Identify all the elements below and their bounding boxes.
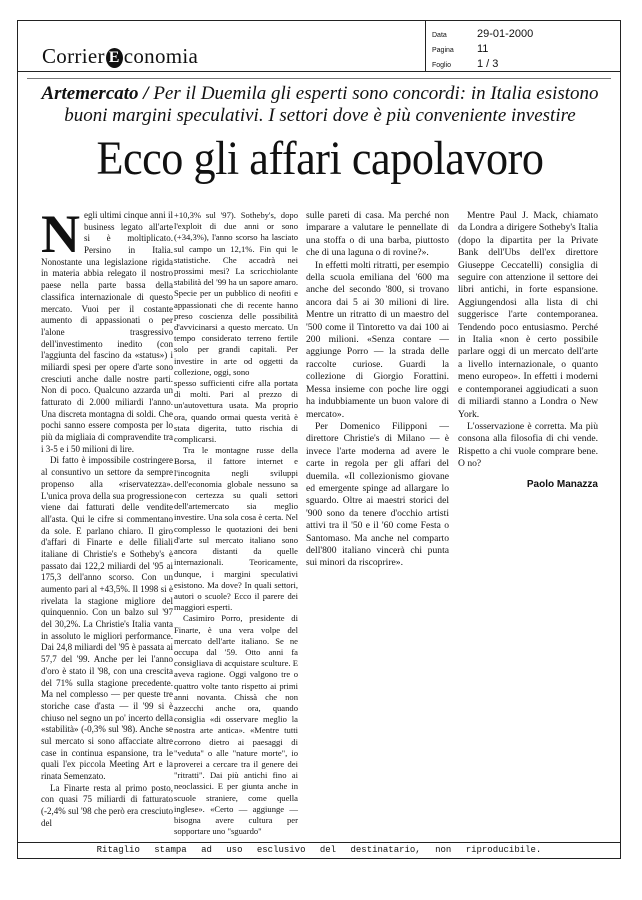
paragraph: Tra le montagne russe della Borsa, il fattore internet e l'incognita negli sviluppi dell'economia globale nessuno sa con certezza su quali settori dell'artemercato sia meglio investire. Una sola cosa è certa. Nel complesso le quotazioni dei beni d'arte sul mercato italiano sono ancora distanti da quelle internazionali. Teoricamente, dunque, i margini speculativi esistono. Ma dove? In quali settori, autori o scuole? Ecco il parere dei maggiori esperti.	[174, 445, 298, 613]
kicker-section: Artemercato /	[41, 83, 149, 104]
article-column-1	[41, 204, 173, 829]
kicker-text: Per il Duemila gli esperti sono concordi: in Italia esistono buoni margini speculativi. I settori dove è più conveniente investire	[64, 83, 599, 126]
pagina-label: Pagina	[432, 47, 454, 54]
paragraph: In effetti molti ritratti, per esempio della scuola emiliana del '600 ma anche del secondo '800, si trovano ancora dai 5 ai 30 milioni di lire. Mentre un ritratto di un maestro del '500 come il Tintoretto va dai 100 ai 200 milioni. «Senza contare — aggiunge Porro — la strada delle raccolte curiose. Guardi la collezione di Giorgio Forattini. Messa insieme con poche lire oggi ha indubbiamente un buon valore di mercato».	[306, 259, 449, 420]
paragraph: Negli ultimi cinque anni il business legato all'arte si è moltiplicato. Persino in Italia. Nonostante una legislazione rigida in materia abbia relegato il nostro paese nella parte bassa della classifica internazionale di questo mercato. Vuoi per il costante aumento di appassionati o per l'alone trasgressivo dell'investimento inedito (con l'aggiunta del fascino da «status») i miliardi spesi per opere d'arte sono cresciuti anche dalle nostre parti. Non di poco. Qualcuno azzarda un fatturato di 2.000 miliardi l'anno. Una discreta montagna di soldi. Che pochi sanno essere composta per lo più da migliaia di compravendite tra i 3-5 e i 50 milioni di lire.	[41, 204, 173, 454]
paragraph: +10,3% sul '97). Sotheby's, dopo l'exploit di due anni or sono (+34,3%), l'anno scorso ha lasciato sul campo un 12,1%. Fin qui le statistiche. Che accadrà nei prossimi mesi? La scricchiolante stabilità del '99 ha un sapore amaro. Specie per un pubblico di neofiti e appassionati che di recente hanno preso coscienza delle possibilità d'avvicinarsi a questo mercato. Un tempo considerato terreno fertile solo per grandi capitali. Per investire in arte od oggetti da collezione, oggi, sono	[174, 210, 298, 377]
reproduction-notice: Ritaglio stampa ad uso esclusivo del destinatario, non riproducibile.	[17, 843, 621, 859]
data-label: Data	[432, 32, 447, 39]
paragraph: sulle pareti di casa. Ma perché non imparare a valutare le pennellate di una stoffa o di una barba, piuttosto che di una laguna o di rovine?».	[306, 210, 449, 259]
top-rule	[27, 78, 611, 79]
foglio-value: 1 / 3	[477, 58, 499, 70]
paragraph: Casimiro Porro, presidente di Finarte, è una vera volpe del mercato dell'arte italiano. Se ne occupa dal '59. Otto anni fa consigliava di acquistare sculture. E aveva ragione. Oggi valgono tre o quattro volte tanto rispetto ai primi anni novanta. Chissà che non azzecchi anche ora, quando consiglia «di osservare meglio la nostra arte antica». «Mentre tutti corrono dietro ai paesaggi di "veduta" o alle "nature morte", io proverei a cercare tra il genere dei "ritratti". Dai più antichi fino ai neoclassici. E per giunta anche in scuole straniere, come quella inglese». «Certo — aggiunge — bisogna avere cultura per sopportare uno "sguardo"	[174, 613, 298, 837]
paragraph: Mentre Paul J. Mack, chiamato da Londra a dirigere Sotheby's Italia (dopo la dipartita per la Private Bank dell'Ubs dell'ex direttore Giuseppe Ceccatelli) consiglia di seguire con attenzione il settore dei libri antichi, in forte espansione. Aggiungendosi alla lista di chi suggerisce l'arte contemporanea. Tendendo poco entusiasmo. Perché in Italia «non è certo possibile parlare oggi di un mercato dell'arte a livello internazionale, o quanto meno europeo». In effetti i moderni e contemporanei aggiudicati a suon di miliardi stanno a Londra o New York.	[458, 210, 598, 420]
clipping-meta	[425, 20, 621, 72]
article-column-2	[174, 210, 298, 837]
article-column-3	[306, 210, 449, 570]
paragraph: spesso sufficienti cifre alla portata di molti. Pari al prezzo di un'autovettura usata. Ma proprio ora, quando ormai questa verità è stata digerita, tutto rischia di complicarsi.	[174, 378, 298, 445]
article-headline: Ecco gli affari capolavoro	[96, 132, 544, 185]
paragraph: Di fatto è impossibile costringere al consuntivo un settore da sempre propenso alla «riservatezza». L'unica prova della sua progressione viene dai fatturati delle vendite all'asta. Qui le cifre si commentano da sole. E parlano chiaro. Il giro d'affari di Finarte e delle filiali italiane di Christie's e Sotheby's è passato dai 122,2 miliardi del '95 ai 175,3 dell'anno scorso. Con un aumento pari al +43,5%. Il 1998 si è rivelata la stagione migliore del quinquennio. Con un balzo sul '97 del 30,2%. La Christie's Italia vanta in assoluto le migliori performance. Dai 24,8 miliardi del '95 è passata ai 57,7 del '99. Anche per lei l'anno d'oro è stato il '98, con una crescita del 71% sulla stagione precedente. Ma nel complesso — per queste tre storiche case d'asta — il '99 si è chiuso nel segno un po' incerto della «stabilità» (-0,3% sul '98). Anche se sul mercato si sono affacciate altre case in continua espansione, tra le quali l'ex piccola Meeting Art e la rinata Semenzato.	[41, 455, 173, 781]
article-kicker	[35, 83, 605, 127]
foglio-label: Foglio	[432, 62, 452, 69]
article-column-4	[458, 210, 598, 491]
data-value: 29-01-2000	[477, 28, 534, 40]
paragraph: Per Domenico Filipponi — direttore Christie's di Milano — è invece l'arte moderna ad avere le carte in regola per gli affari del duemila. «Il collezionismo giovane ed emergente spinge ad allargare lo sguardo. Oltre ai maestri storici del '900 sono da tenere d'occhio artisti attivi tra il '50 e il '60 come Festa o Santomaso. Ma anche nel comparto dell'800 italiano vincerà chi punta sui minori da riscoprire».	[306, 420, 449, 569]
logo-right: conomia	[123, 44, 199, 68]
corriere-economia-logo	[42, 44, 198, 69]
logo-mark: E	[106, 48, 123, 68]
paragraph: L'osservazione è corretta. Ma più consona alla filosofia di chi vende. Rispetto a chi vuole comprare bene. O no?	[458, 420, 598, 470]
author-signature: Paolo Manazza	[526, 478, 598, 490]
paragraph: La Finarte resta al primo posto, con quasi 75 miliardi di fatturato (-2,4% sul '98 che però era cresciuto del	[41, 782, 173, 828]
logo-left: Corrier	[42, 44, 105, 68]
drop-cap: N	[41, 204, 80, 264]
pagina-value: 11	[477, 43, 489, 55]
